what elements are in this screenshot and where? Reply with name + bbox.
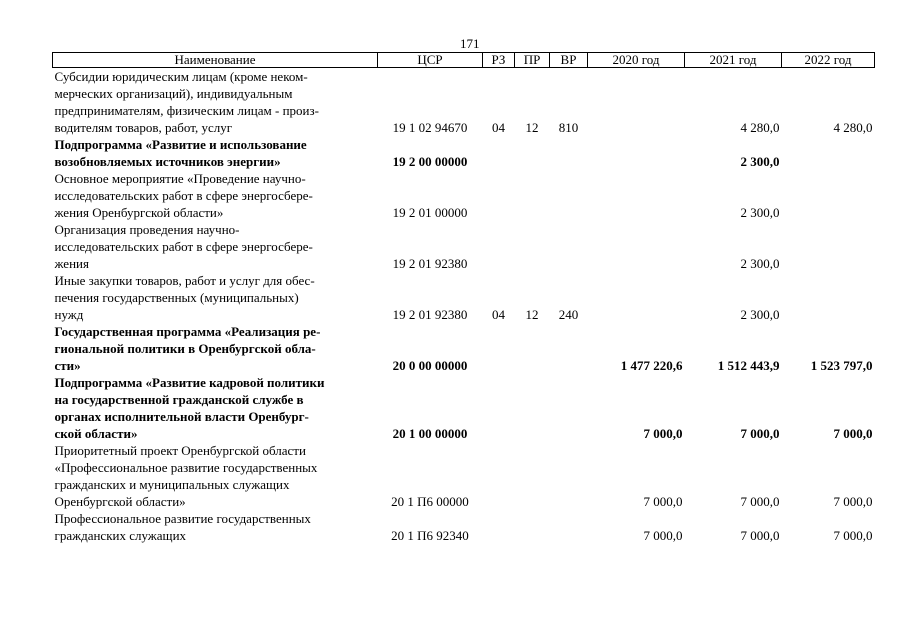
cell-pr <box>515 170 550 221</box>
col-header-2022: 2022 год <box>782 53 875 68</box>
cell-name: Приоритетный проект Оренбургской области «Профессиональное развитие государственных гражданских и муниципальных служащих Оренбургской области» <box>54 443 318 509</box>
table-row <box>53 442 875 510</box>
table-row <box>53 170 875 221</box>
cell-2020 <box>588 136 685 170</box>
cell-rz: 04 <box>492 120 505 135</box>
cell-2020: 7 000,0 <box>643 528 683 543</box>
col-header-2021: 2021 год <box>685 53 782 68</box>
cell-2022 <box>782 221 875 272</box>
cell-2021: 7 000,0 <box>740 528 780 543</box>
cell-2022: 7 000,0 <box>833 528 873 543</box>
cell-csr: 19 2 01 92380 <box>392 307 468 322</box>
cell-name: Субсидии юридическим лицам (кроме неком- мерческих организаций), индивидуальным предпринимателям, физическим лицам - произ- водителям товаров, работ, услуг <box>54 69 319 135</box>
cell-rz <box>483 170 515 221</box>
cell-vr <box>550 374 588 442</box>
cell-vr <box>550 170 588 221</box>
budget-table <box>52 52 875 544</box>
cell-vr <box>550 323 588 374</box>
cell-csr: 20 1 П6 92340 <box>391 528 469 543</box>
table-header-row <box>53 53 875 68</box>
cell-rz <box>483 374 515 442</box>
table-row <box>53 323 875 374</box>
col-header-vr: ВР <box>550 53 588 68</box>
col-header-pr: ПР <box>515 53 550 68</box>
cell-2022 <box>782 136 875 170</box>
cell-rz <box>483 442 515 510</box>
cell-rz <box>483 221 515 272</box>
table-row <box>53 272 875 323</box>
cell-pr <box>515 374 550 442</box>
table-row <box>53 510 875 544</box>
cell-2021: 2 300,0 <box>740 154 780 169</box>
table-row <box>53 68 875 137</box>
cell-2020: 7 000,0 <box>643 494 683 509</box>
cell-vr <box>550 510 588 544</box>
table-row <box>53 136 875 170</box>
cell-2021: 2 300,0 <box>740 307 780 322</box>
cell-name: Подпрограмма «Развитие кадровой политики на государственной гражданской службе в органах исполнительной власти Оренбург- ской области» <box>54 375 325 441</box>
cell-2020 <box>588 221 685 272</box>
cell-vr: 240 <box>558 307 579 322</box>
cell-2020 <box>588 272 685 323</box>
cell-pr: 12 <box>525 120 539 135</box>
cell-2021: 4 280,0 <box>740 120 780 135</box>
cell-pr <box>515 323 550 374</box>
cell-rz <box>483 510 515 544</box>
cell-pr: 12 <box>525 307 539 322</box>
cell-2022: 4 280,0 <box>833 120 873 135</box>
cell-name: Организация проведения научно- исследовательских работ в сфере энергосбере- жения <box>54 222 313 271</box>
table-row <box>53 221 875 272</box>
cell-vr <box>550 442 588 510</box>
cell-2021: 7 000,0 <box>740 426 780 441</box>
cell-csr: 19 2 01 00000 <box>392 205 468 220</box>
cell-name: Профессиональное развитие государственных гражданских служащих <box>54 511 311 543</box>
cell-vr: 810 <box>558 120 579 135</box>
cell-csr: 20 0 00 00000 <box>392 358 468 373</box>
cell-name: Подпрограмма «Развитие и использование возобновляемых источников энергии» <box>54 137 307 169</box>
cell-name: Государственная программа «Реализация ре- гиональной политики в Оренбургской обла- сти» <box>54 324 321 373</box>
cell-2022: 7 000,0 <box>833 426 873 441</box>
cell-pr <box>515 136 550 170</box>
col-header-csr: ЦСР <box>378 53 483 68</box>
cell-csr: 19 2 00 00000 <box>392 154 468 169</box>
cell-2022 <box>782 170 875 221</box>
cell-name: Иные закупки товаров, работ и услуг для обес- печения государственных (муниципальных) нужд <box>54 273 315 322</box>
cell-2021: 7 000,0 <box>740 494 780 509</box>
cell-2021: 2 300,0 <box>740 205 780 220</box>
cell-pr <box>515 442 550 510</box>
col-header-name: Наименование <box>53 53 378 68</box>
cell-csr: 19 1 02 94670 <box>392 120 468 135</box>
cell-rz <box>483 136 515 170</box>
cell-2020 <box>588 170 685 221</box>
cell-csr: 20 1 П6 00000 <box>391 494 469 509</box>
cell-vr <box>550 136 588 170</box>
cell-pr <box>515 510 550 544</box>
col-header-2020: 2020 год <box>588 53 685 68</box>
cell-2022: 7 000,0 <box>833 494 873 509</box>
cell-2021: 1 512 443,9 <box>717 358 780 373</box>
cell-rz: 04 <box>492 307 505 322</box>
cell-2021: 2 300,0 <box>740 256 780 271</box>
cell-pr <box>515 221 550 272</box>
cell-2020: 1 477 220,6 <box>620 358 683 373</box>
cell-2020 <box>588 68 685 137</box>
cell-csr: 20 1 00 00000 <box>392 426 468 441</box>
cell-2022: 1 523 797,0 <box>810 358 873 373</box>
page-number: 171 <box>460 36 480 51</box>
cell-vr <box>550 221 588 272</box>
cell-rz <box>483 323 515 374</box>
cell-2022 <box>782 272 875 323</box>
cell-name: Основное мероприятие «Проведение научно- исследовательских работ в сфере энергосбере- жения Оренбургской области» <box>54 171 313 220</box>
cell-csr: 19 2 01 92380 <box>392 256 468 271</box>
col-header-rz: РЗ <box>483 53 515 68</box>
cell-2020: 7 000,0 <box>643 426 683 441</box>
table-row <box>53 374 875 442</box>
